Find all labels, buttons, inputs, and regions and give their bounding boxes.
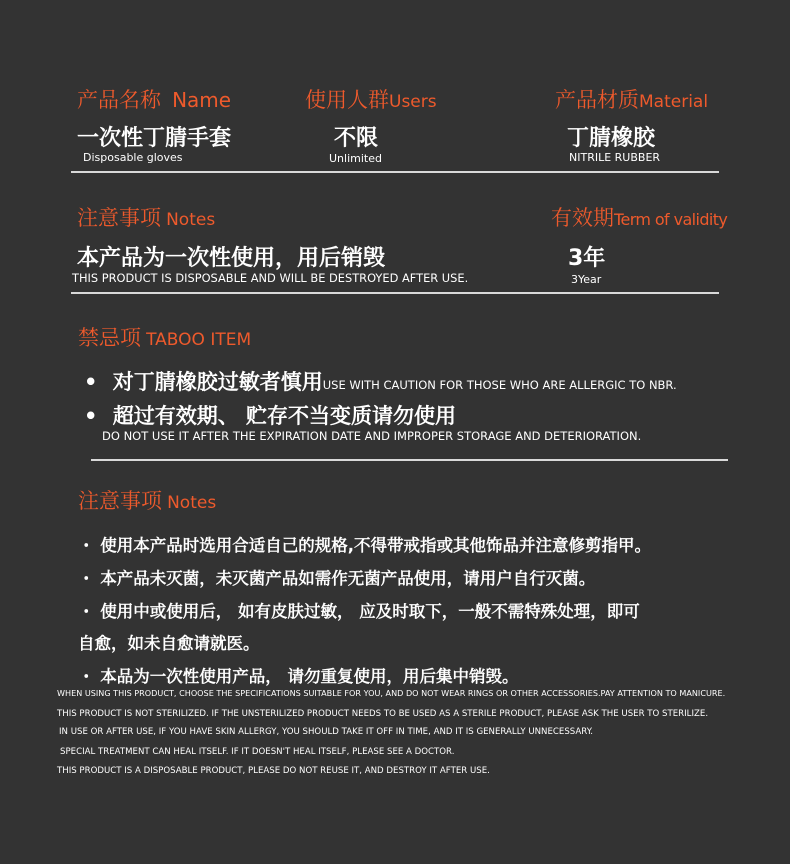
taboo-item-2-cn: 超过有效期、 贮存不当变质请勿使用: [112, 404, 457, 428]
divider-3: [91, 459, 728, 461]
material-heading-cn: 产品材质: [555, 88, 639, 112]
notes-value-en: THIS PRODUCT IS DISPOSABLE AND WILL BE DESTROYED AFTER USE.: [72, 271, 469, 285]
notes2-heading: [78, 485, 216, 515]
divider-2: [71, 292, 719, 294]
taboo-item-1: [84, 366, 677, 396]
fine-print-5: THIS PRODUCT IS A DISPOSABLE PRODUCT, PLEASE DO NOT REUSE IT, AND DESTROY IT AFTER USE.: [57, 766, 490, 776]
fine-print-4: SPECIAL TREATMENT CAN HEAL ITSELF. IF IT DOESN'T HEAL ITSELF, PLEASE SEE A DOCTOR.: [60, 747, 455, 757]
note-line-3: ・ 使用中或使用后， 如有皮肤过敏， 应及时取下，一般不需特殊处理，即可: [78, 602, 640, 621]
name-heading-cn: 产品名称: [77, 88, 161, 112]
taboo-item-1-bullet: •: [84, 370, 98, 394]
users-heading: [305, 84, 437, 114]
material-value-en: NITRILE RUBBER: [569, 151, 661, 164]
name-heading-en: Name: [172, 88, 232, 112]
fine-print-2: THIS PRODUCT IS NOT STERILIZED. IF THE UNSTERILIZED PRODUCT NEEDS TO BE USED AS A STERILE PRODUCT, PLEASE ASK THE USER TO STERILIZE.: [57, 709, 709, 719]
material-value-cn: 丁腈橡胶: [567, 126, 656, 151]
taboo-item-1-en: USE WITH CAUTION FOR THOSE WHO ARE ALLERGIC TO NBR.: [322, 378, 677, 392]
validity-heading: [551, 202, 727, 232]
notes-value-cn: 本产品为一次性使用，用后销毁: [77, 246, 386, 271]
name-heading: [77, 84, 231, 114]
validity-heading-cn: 有效期: [551, 206, 614, 230]
divider-1: [71, 171, 719, 173]
name-value-cn: 一次性丁腈手套: [77, 126, 232, 151]
notes-heading: [77, 202, 215, 232]
note-line-5: ・ 本品为一次性使用产品， 请勿重复使用，用后集中销毁。: [78, 667, 519, 686]
notes-heading-en: Notes: [166, 210, 216, 230]
users-heading-en: Users: [389, 92, 437, 112]
name-value-en: Disposable gloves: [83, 151, 183, 164]
taboo-item-2-en: DO NOT USE IT AFTER THE EXPIRATION DATE AND IMPROPER STORAGE AND DETERIORATION.: [102, 429, 642, 443]
taboo-item-2-bullet: •: [84, 404, 98, 428]
note-line-4: 自愈，如未自愈请就医。: [78, 634, 260, 653]
notes2-heading-cn: 注意事项: [78, 489, 162, 513]
taboo-heading-cn: 禁忌项: [78, 326, 141, 350]
validity-heading-en: Term of validity: [614, 210, 728, 229]
taboo-item-1-cn: 对丁腈橡胶过敏者慎用: [112, 370, 323, 394]
note-line-1: ・ 使用本产品时选用合适自己的规格,不得带戒指或其他饰品并注意修剪指甲。: [78, 536, 652, 555]
taboo-heading: [78, 322, 251, 352]
users-heading-cn: 使用人群: [305, 88, 389, 112]
material-heading: [555, 84, 708, 114]
fine-print-1: WHEN USING THIS PRODUCT, CHOOSE THE SPECIFICATIONS SUITABLE FOR YOU, AND DO NOT WEAR RINGS OR OTHER ACCESSORIES.PAY ATTENTION TO MANICURE.: [57, 688, 726, 698]
taboo-heading-en: TABOO ITEM: [146, 330, 252, 350]
taboo-item-2: [84, 400, 456, 430]
validity-value-en: 3Year: [571, 273, 602, 286]
users-value-cn: 不限: [334, 126, 379, 151]
users-value-en: Unlimited: [329, 152, 382, 165]
notes2-heading-en: Notes: [167, 493, 217, 513]
material-heading-en: Material: [639, 92, 709, 112]
validity-value-cn: 3年: [568, 246, 606, 271]
fine-print-3: IN USE OR AFTER USE, IF YOU HAVE SKIN ALLERGY, YOU SHOULD TAKE IT OFF IN TIME, AND IT IS GENERALLY UNNECESSARY.: [59, 727, 593, 737]
note-line-2: ・ 本产品未灭菌，未灭菌产品如需作无菌产品使用，请用户自行灭菌。: [78, 569, 596, 588]
notes-heading-cn: 注意事项: [77, 206, 161, 230]
